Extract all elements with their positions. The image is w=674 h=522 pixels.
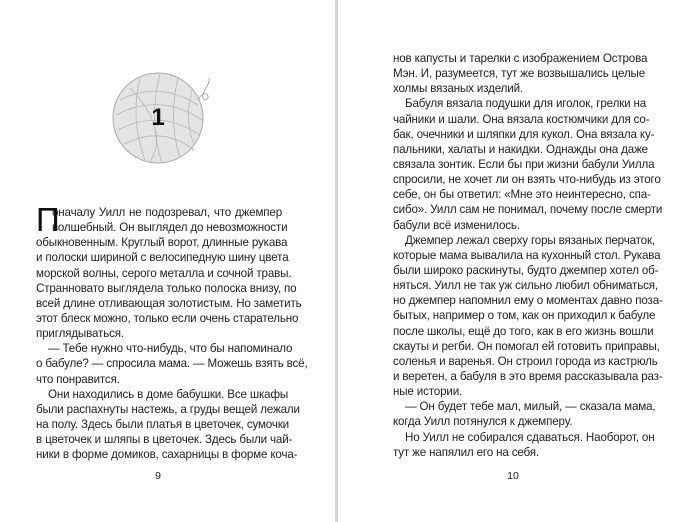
text-line: морской волны, серого металла и сочной травы. xyxy=(36,266,292,280)
text-line: — Он будет тебе мал, милый, — сказала мама, xyxy=(405,400,656,414)
text-line: но джемпер напомнил ему о моментах давно поза- xyxy=(393,294,663,308)
text-line: чайники и шали. Она вязала костюмчики для со- xyxy=(393,112,650,126)
text-line: бабули всё изменилось. xyxy=(393,218,520,232)
text-line: Джемпер лежал сверху горы вязаных перчаток, xyxy=(405,233,655,247)
chapter-number: 1 xyxy=(151,104,165,131)
text-line: о бабуле? — спросила мама. — Можешь взять всё, xyxy=(36,357,308,371)
text-line: себе, он бы ответил: «Мне это неинтересно, спа- xyxy=(393,188,651,202)
text-line: нов капусты и тарелки с изображением Острова xyxy=(393,52,648,65)
text-line: пальники, халаты и накидки. Однажды она даже xyxy=(393,142,648,156)
page-number: 9 xyxy=(155,470,161,482)
text-line: были широко раскинуты, будто джемпер хотел об- xyxy=(393,263,659,277)
text-line: тут же напялил его на себя. xyxy=(393,445,539,459)
page-number: 10 xyxy=(507,470,519,482)
text-line: Но Уилл не собирался сдаваться. Наоборот, он xyxy=(405,430,655,444)
right-page-text xyxy=(393,51,663,460)
text-line: Они находились в доме бабушки. Все шкафы xyxy=(48,387,289,401)
text-line: холмы вязаных изделий. xyxy=(393,82,523,96)
text-line: и веретен, а бабуля в это время рассказывала раз- xyxy=(393,369,663,383)
text-line: Мэн. И, разумеется, тут же возвышались целые xyxy=(393,67,646,81)
text-line: когда Уилл потянулся к джемперу. xyxy=(393,415,573,429)
text-line: Бабуля вязала подушки для иголок, грелки на xyxy=(405,97,647,111)
text-line: Странновато выглядела только полоска внизу, по xyxy=(36,281,297,295)
text-line: в цветочек и шляпы в цветочек. Здесь были чай- xyxy=(36,433,293,447)
text-line: после школы, ещё до того, как в его жизнь вошли xyxy=(393,324,654,338)
text-line: и полоски шириной с велосипедную шину цвета xyxy=(36,251,289,265)
text-line: которые мама вывалила на кухонный стол. Рукава xyxy=(393,248,661,262)
text-line: скауты и регби. Он помогал ей готовить приправы, xyxy=(393,339,660,353)
text-line: обыкновенным. Круглый ворот, длинные рукава xyxy=(36,236,288,250)
text-line: волшебный. Он выглядел до невозможности xyxy=(52,221,288,235)
text-line: что понравится. xyxy=(36,372,120,386)
text-line: связала зонтик. Если бы при жизни бабули Уилла xyxy=(393,157,655,171)
left-page-text xyxy=(36,201,308,462)
text-line: на полу. Здесь были платья в цветочек, сумочки xyxy=(36,417,289,431)
left-page xyxy=(0,0,335,522)
text-line: приглядываться. xyxy=(36,327,124,341)
text-line: бытых, например о том, как он приходил к бабуле xyxy=(393,309,656,323)
text-line: ные истории. xyxy=(393,385,463,399)
text-line: — Тебе нужно что-нибудь, что бы напоминало xyxy=(48,342,293,356)
text-line: оначалу Уилл не подозревал, что джемпер xyxy=(52,206,282,219)
text-line: были распахнуты настежь, а груды вещей лежали xyxy=(36,402,300,416)
text-line: няться. Уилл не так уж сильно любил обниматься, xyxy=(393,279,658,293)
drop-cap: П xyxy=(36,201,60,238)
text-line: спросили, не хочет ли он взять что-нибудь из этого xyxy=(393,173,661,187)
text-line: этот блеск можно, только если очень старательно xyxy=(36,311,299,325)
text-line: ники в форме домиков, сахарницы в форме коча- xyxy=(36,448,298,462)
text-line: бак, очечники и шляпки для кукол. Она вязала ку- xyxy=(393,127,655,141)
text-line: соленья и варенья. Он строил города из кастрюль xyxy=(393,354,658,368)
text-line: всей длине отливающая золотистым. Но заметить xyxy=(36,296,302,310)
text-line: сибо». Уилл сам не понимал, почему после смерти xyxy=(393,203,663,217)
right-page xyxy=(338,0,674,522)
